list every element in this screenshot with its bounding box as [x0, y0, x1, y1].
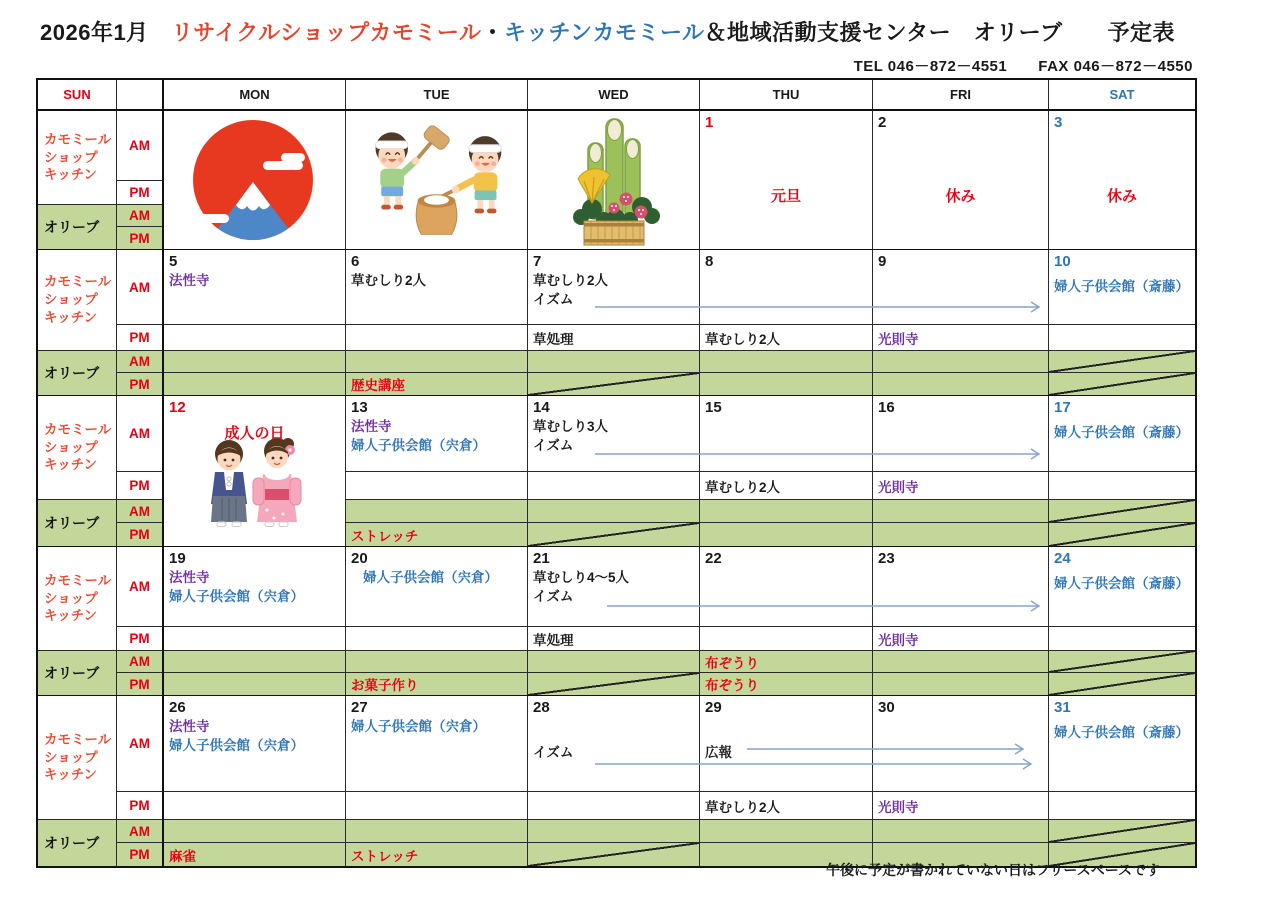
kadomatsu-illustration	[528, 111, 699, 249]
day-cell-9-pm	[873, 325, 1049, 351]
day-cell-19-am	[164, 547, 346, 627]
facility-label-line: カモミール	[44, 731, 112, 747]
day-cell-17-olive-pm	[1049, 523, 1195, 546]
weekday-header-tue: TUE	[346, 80, 528, 109]
day-cell-13-olive-pm	[346, 523, 528, 546]
day-cell-30-am	[873, 696, 1049, 792]
page-title	[40, 16, 1175, 47]
day-cell-17-am	[1049, 396, 1195, 472]
day-number: 14	[533, 399, 550, 416]
schedule-entry: 光則寺	[878, 632, 919, 648]
olive-schedule-entry: 布ぞうり	[705, 678, 759, 693]
day-number: 12	[169, 399, 186, 416]
day-cell-wed	[528, 111, 700, 249]
schedule-entry: 光則寺	[878, 799, 919, 815]
day-cell-22-olive-am	[700, 651, 873, 673]
day-cell-10-pm	[1049, 325, 1195, 351]
day-number: 10	[1054, 253, 1071, 270]
week-2	[38, 250, 1195, 396]
day-cell-19-olive-pm	[164, 673, 346, 695]
schedule-entry: 婦人子供会館（斎藤）	[1054, 279, 1189, 294]
day-cell-22-olive-pm	[700, 673, 873, 695]
day-number: 2	[878, 114, 887, 131]
day-cell-26-pm	[164, 792, 346, 820]
day-cell-7-olive-am	[528, 351, 700, 373]
facility-label-chamomile	[38, 396, 117, 500]
day-number: 15	[705, 399, 722, 416]
shop-am-row-label: AM	[117, 396, 164, 472]
facility-label-olive: オリーブ	[38, 351, 117, 395]
week-4	[38, 547, 1195, 696]
olive-schedule-entry: お菓子作り	[351, 678, 419, 693]
shop-am-row-label: AM	[117, 547, 164, 627]
week-1	[38, 111, 1195, 250]
day-cell-27-pm	[346, 792, 528, 820]
schedule-entry: 法性寺	[351, 419, 392, 434]
day-number: 6	[351, 253, 360, 270]
day-number: 19	[169, 550, 186, 567]
day-number: 29	[705, 699, 722, 716]
schedule-entry: イズム	[533, 589, 574, 604]
day-cell-14-pm	[528, 472, 700, 500]
day-cell-mon	[164, 111, 346, 249]
holiday-label: 休み	[1106, 188, 1137, 205]
facility-label-olive: オリーブ	[38, 205, 117, 249]
day-cell-23-olive-am	[873, 651, 1049, 673]
day-cell-28-pm	[528, 792, 700, 820]
schedule-entry: 婦人子供会館（斎藤）	[1054, 725, 1189, 740]
facility-label-olive: オリーブ	[38, 651, 117, 695]
schedule-entry: 法性寺	[169, 570, 210, 585]
olive-am-row-label: AM	[117, 820, 164, 843]
day-cell-tue	[346, 111, 528, 249]
day-cell-21-olive-pm	[528, 673, 700, 695]
day-cell-24-olive-am	[1049, 651, 1195, 673]
day-cell-17-olive-am	[1049, 500, 1195, 523]
day-number: 26	[169, 699, 186, 716]
facility-label-line: カモミール	[44, 274, 112, 290]
olive-pm-row-label: PM	[117, 227, 164, 249]
schedule-entry: 草処理	[533, 632, 574, 648]
day-cell-15-olive-am	[700, 500, 873, 523]
day-cell-24-olive-pm	[1049, 673, 1195, 695]
schedule-entry: 法性寺	[169, 719, 210, 734]
day-cell-5-pm	[164, 325, 346, 351]
day-cell-6-am	[346, 250, 528, 325]
schedule-entry: 婦人子供会館（宍倉）	[351, 719, 486, 734]
day-cell-16-olive-am	[873, 500, 1049, 523]
facility-label-line: キッチン	[44, 767, 98, 783]
schedule-table	[36, 78, 1197, 868]
weekday-header-row	[38, 80, 1195, 111]
day-cell-6-pm	[346, 325, 528, 351]
day-cell-30-olive-am	[873, 820, 1049, 843]
day-cell-20-am	[346, 547, 528, 627]
olive-schedule-entry: ストレッチ	[351, 528, 419, 544]
day-cell-10-am	[1049, 250, 1195, 325]
facility-label-line: カモミール	[44, 131, 112, 147]
olive-am-row-label: AM	[117, 500, 164, 523]
day-number: 20	[351, 550, 368, 567]
olive-schedule-entry: 布ぞうり	[705, 655, 759, 671]
schedule-entry: 草処理	[533, 331, 574, 347]
schedule-entry: 草むしり2人	[705, 331, 781, 347]
day-cell-8-am	[700, 250, 873, 325]
day-cell-28-olive-am	[528, 820, 700, 843]
shop-am-row-label: AM	[117, 250, 164, 325]
day-cell-19-olive-am	[164, 651, 346, 673]
day-cell-13-am	[346, 396, 528, 472]
facility-label-line: キッチン	[44, 457, 98, 473]
day-cell-31-pm	[1049, 792, 1195, 820]
day-cell-22-am	[700, 547, 873, 627]
day-cell-21-pm	[528, 627, 700, 651]
olive-schedule-entry: 麻雀	[169, 848, 196, 864]
title-rest: ＆地域活動支援センター オリーブ 予定表	[704, 20, 1176, 45]
day-cell-5-am	[164, 250, 346, 325]
day-cell-6-olive-pm	[346, 373, 528, 395]
weekday-header-thu: THU	[700, 80, 873, 109]
day-cell-9-olive-pm	[873, 373, 1049, 395]
day-cell-20-olive-pm	[346, 673, 528, 695]
facility-label-line: ショップ	[44, 749, 98, 765]
day-number: 22	[705, 550, 722, 567]
facility-label-olive: オリーブ	[38, 500, 117, 546]
day-number: 3	[1054, 114, 1063, 131]
day-number: 24	[1054, 550, 1071, 567]
day-cell-20-pm	[346, 627, 528, 651]
schedule-entry: イズム	[533, 438, 574, 453]
olive-schedule-entry: 歴史講座	[351, 378, 405, 393]
facility-label-line: ショップ	[44, 149, 98, 165]
facility-label-olive: オリーブ	[38, 820, 117, 866]
facility-label-line: カモミール	[44, 572, 112, 588]
facility-label-line: カモミール	[44, 421, 112, 437]
day-cell-15-pm	[700, 472, 873, 500]
day-number: 21	[533, 550, 550, 567]
olive-am-row-label: AM	[117, 205, 164, 227]
day-number: 1	[705, 114, 714, 131]
day-cell-10-olive-am	[1049, 351, 1195, 373]
schedule-entry: 草むしり2人	[351, 273, 427, 288]
day-cell-9-olive-am	[873, 351, 1049, 373]
day-number: 23	[878, 550, 895, 567]
day-cell-29-olive-am	[700, 820, 873, 843]
contact-info: TEL 046－872－4551 FAX 046－872－4550	[853, 58, 1193, 75]
day-cell-14-olive-am	[528, 500, 700, 523]
day-cell-26-am	[164, 696, 346, 792]
calendar-weeks	[38, 111, 1195, 866]
facility-label-line: キッチン	[44, 167, 98, 183]
shop-am-row-label: AM	[117, 111, 164, 181]
day-cell-2	[873, 111, 1049, 249]
schedule-entry: 婦人子供会館（宍倉）	[169, 589, 304, 604]
weekday-header-ampm-spacer	[117, 80, 164, 109]
weekday-header-wed: WED	[528, 80, 700, 109]
day-cell-27-am	[346, 696, 528, 792]
weekday-header-mon: MON	[164, 80, 346, 109]
day-number: 13	[351, 399, 368, 416]
shop-pm-row-label: PM	[117, 325, 164, 351]
facility-label-line: ショップ	[44, 292, 98, 308]
schedule-entry: 婦人子供会館（宍倉）	[351, 438, 486, 453]
day-cell-14-olive-pm	[528, 523, 700, 546]
day-number: 17	[1054, 399, 1071, 416]
day-cell-8-olive-pm	[700, 373, 873, 395]
day-cell-8-pm	[700, 325, 873, 351]
facility-label-chamomile	[38, 111, 117, 205]
day-cell-23-pm	[873, 627, 1049, 651]
day-cell-8-olive-am	[700, 351, 873, 373]
day-cell-12	[164, 396, 346, 546]
day-cell-16-am	[873, 396, 1049, 472]
schedule-entry: 広報	[705, 745, 732, 760]
day-cell-7-pm	[528, 325, 700, 351]
day-number: 31	[1054, 699, 1071, 716]
day-cell-5-olive-pm	[164, 373, 346, 395]
schedule-entry: 光則寺	[878, 479, 919, 495]
facility-label-chamomile	[38, 547, 117, 651]
day-cell-21-am	[528, 547, 700, 627]
day-cell-23-am	[873, 547, 1049, 627]
day-cell-20-olive-am	[346, 651, 528, 673]
day-cell-6-olive-am	[346, 351, 528, 373]
day-cell-17-pm	[1049, 472, 1195, 500]
facility-label-line: ショップ	[44, 439, 98, 455]
day-cell-9-am	[873, 250, 1049, 325]
title-kitchen-name: キッチンカモミール	[503, 20, 705, 45]
day-cell-13-pm	[346, 472, 528, 500]
title-shop-name: リサイクルショップカモミール	[171, 20, 482, 45]
day-cell-16-pm	[873, 472, 1049, 500]
schedule-entry: 婦人子供会館（斎藤）	[1054, 576, 1189, 591]
day-cell-5-olive-am	[164, 351, 346, 373]
olive-pm-row-label: PM	[117, 373, 164, 395]
schedule-entry: 草むしり2人	[533, 273, 609, 288]
day-cell-29-pm	[700, 792, 873, 820]
day-number: 16	[878, 399, 895, 416]
new-year-sunrise-illustration	[164, 111, 345, 249]
schedule-entry: 婦人子供会館（宍倉）	[363, 570, 498, 585]
weekday-header-sat: SAT	[1109, 87, 1135, 102]
day-cell-13-olive-am	[346, 500, 528, 523]
day-cell-21-olive-am	[528, 651, 700, 673]
day-cell-31-am	[1049, 696, 1195, 792]
day-cell-27-olive-am	[346, 820, 528, 843]
week-3	[38, 396, 1195, 547]
schedule-entry: イズム	[533, 292, 574, 307]
day-cell-30-pm	[873, 792, 1049, 820]
facility-label-line: ショップ	[44, 590, 98, 606]
day-number: 7	[533, 253, 542, 270]
facility-label-chamomile	[38, 250, 117, 351]
holiday-label: 休み	[945, 188, 976, 205]
facility-label-line: キッチン	[44, 309, 98, 325]
schedule-entry: イズム	[533, 745, 574, 760]
olive-pm-row-label: PM	[117, 673, 164, 695]
footer-note: 午後に予定が書かれていない日はフリースペースです	[825, 862, 1160, 878]
schedule-entry: 草むしり4～5人	[533, 570, 630, 585]
holiday-label: 成人の日	[224, 425, 285, 442]
day-cell-7-am	[528, 250, 700, 325]
day-number: 9	[878, 253, 887, 270]
shop-pm-row-label: PM	[117, 792, 164, 820]
day-number: 5	[169, 253, 178, 270]
day-number: 8	[705, 253, 714, 270]
day-number: 28	[533, 699, 550, 716]
day-number: 30	[878, 699, 895, 716]
shop-pm-row-label: PM	[117, 472, 164, 500]
schedule-entry: 婦人子供会館（宍倉）	[169, 738, 304, 753]
week-5	[38, 696, 1195, 866]
title-separator: ・	[481, 20, 504, 45]
shop-am-row-label: AM	[117, 696, 164, 792]
schedule-entry: 草むしり2人	[705, 479, 781, 495]
holiday-label: 元旦	[770, 188, 801, 205]
shop-pm-row-label: PM	[117, 181, 164, 205]
schedule-entry: 婦人子供会館（斎藤）	[1054, 425, 1189, 440]
facility-label-chamomile	[38, 696, 117, 820]
day-cell-28-am	[528, 696, 700, 792]
olive-pm-row-label: PM	[117, 523, 164, 546]
day-cell-23-olive-pm	[873, 673, 1049, 695]
olive-pm-row-label: PM	[117, 843, 164, 866]
olive-schedule-entry: ストレッチ	[351, 848, 419, 864]
coming-of-age-illustration	[164, 434, 345, 534]
day-cell-3	[1049, 111, 1195, 249]
olive-am-row-label: AM	[117, 351, 164, 373]
day-cell-15-am	[700, 396, 873, 472]
shop-pm-row-label: PM	[117, 627, 164, 651]
day-cell-31-olive-am	[1049, 820, 1195, 843]
day-cell-1	[700, 111, 873, 249]
mochi-pounding-illustration	[346, 111, 527, 249]
day-cell-22-pm	[700, 627, 873, 651]
day-cell-24-am	[1049, 547, 1195, 627]
day-cell-24-pm	[1049, 627, 1195, 651]
schedule-entry: 光則寺	[878, 331, 919, 347]
olive-am-row-label: AM	[117, 651, 164, 673]
day-cell-16-olive-pm	[873, 523, 1049, 546]
schedule-entry: 草むしり2人	[705, 799, 781, 815]
weekday-header-fri: FRI	[873, 80, 1049, 109]
facility-label-line: キッチン	[44, 608, 98, 624]
day-cell-10-olive-pm	[1049, 373, 1195, 395]
day-cell-14-am	[528, 396, 700, 472]
day-cell-26-olive-am	[164, 820, 346, 843]
day-cell-19-pm	[164, 627, 346, 651]
weekday-header-sun: SUN	[38, 80, 117, 109]
day-number: 27	[351, 699, 368, 716]
schedule-entry: 法性寺	[169, 273, 210, 288]
day-cell-15-olive-pm	[700, 523, 873, 546]
title-month: 2026年1月	[40, 20, 172, 45]
schedule-entry: 草むしり3人	[533, 419, 609, 434]
day-cell-7-olive-pm	[528, 373, 700, 395]
day-cell-29-am	[700, 696, 873, 792]
